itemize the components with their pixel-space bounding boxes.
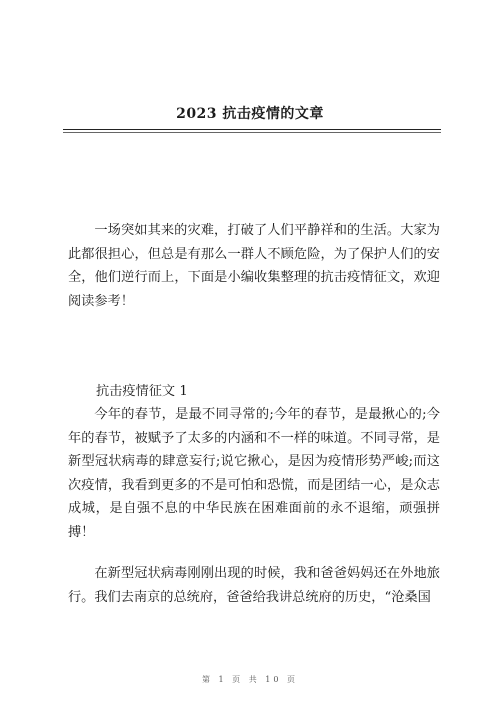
document-title: 2023 抗击疫情的文章 xyxy=(176,106,324,122)
title-divider-secondary xyxy=(63,132,441,133)
section-heading: 抗击疫情征文 1 xyxy=(96,384,188,399)
intro-paragraph: 一场突如其来的灾难，打破了人们平静祥和的生活。大家为此都很担心，但总是有那么一群人不顾危险，为了保护人们的安全，他们逆行而上，下面是小编收集整理的抗击疫情征文，欢迎阅读参考！ xyxy=(68,223,440,309)
body-paragraph-1: 今年的春节，是最不同寻常的;今年的春节，是最揪心的;今年的春节，被赋予了太多的内涵和不一样的味道。不同寻常，是新型冠状病毒的肆意妄行;说它揪心，是因为疫情形势严峻;而这次疫情，我看到更多的不是可怕和恐慌，而是团结一心，是众志成城，是自强不息的中华民族在困难面前的永不退缩，顽强拼搏！ xyxy=(68,407,440,540)
page-footer: 第 1 页 共 10 页 xyxy=(202,675,298,684)
body-paragraph-2: 在新型冠状病毒刚刚出现的时候，我和爸爸妈妈还在外地旅行。我们去南京的总统府，爸爸给我讲总统府的历史，“沧桑国 xyxy=(68,566,440,605)
title-divider xyxy=(63,129,441,130)
